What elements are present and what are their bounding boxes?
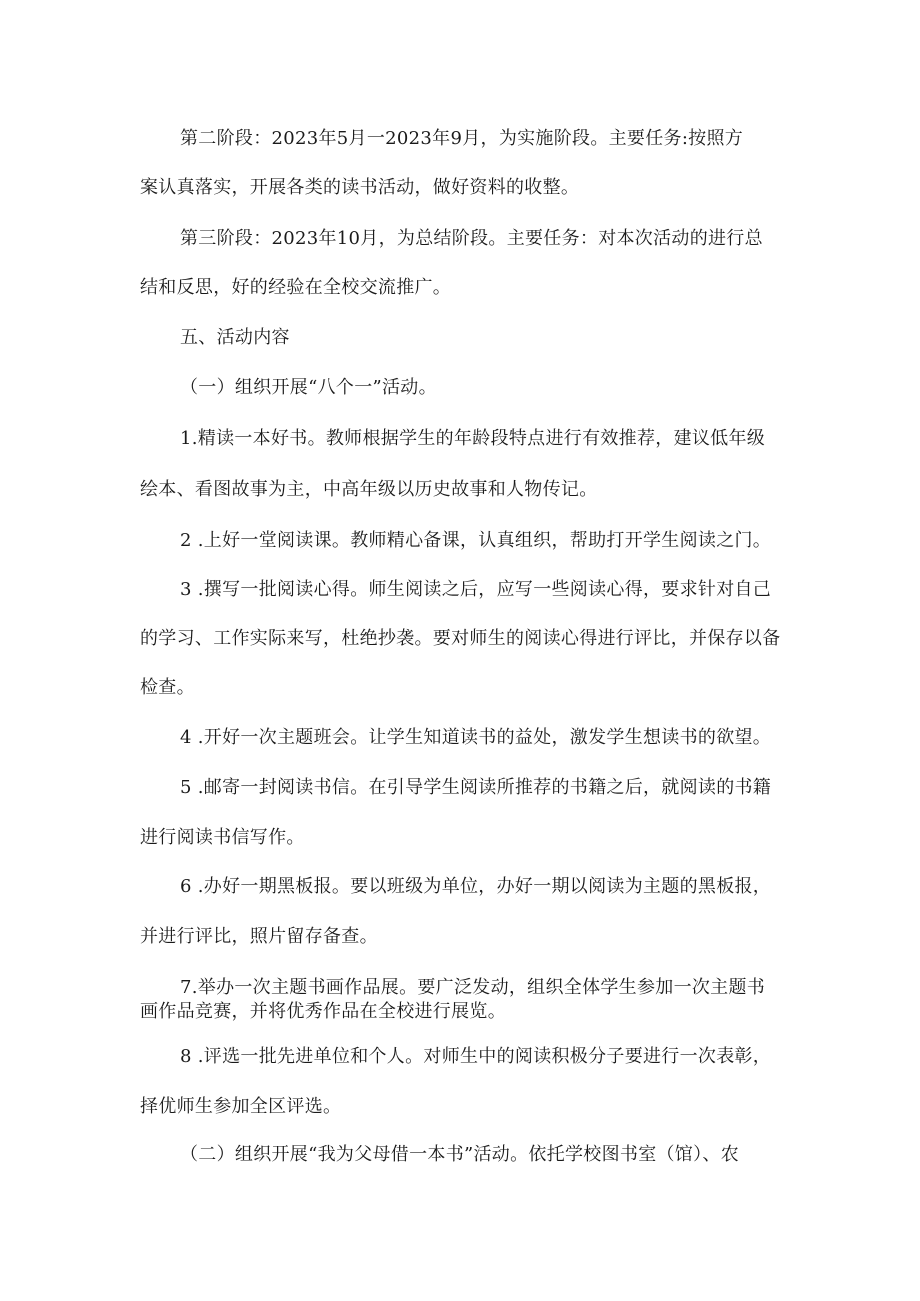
section-heading: 五、活动内容 — [180, 327, 290, 348]
paragraph-line: 绘本、看图故事为主，中高年级以历史故事和人物传记。 — [140, 479, 598, 500]
paragraph-line: 进行阅读书信写作。 — [140, 827, 305, 848]
paragraph-line: 择优师生参加全区评选。 — [140, 1096, 342, 1117]
paragraph-line: 第三阶段：2023年10月，为总结阶段。主要任务：对本次活动的进行总 — [180, 228, 763, 249]
paragraph-line: 画作品竞赛，并将优秀作品在全校进行展览。 — [140, 1001, 506, 1022]
paragraph-line: 2 .上好一堂阅读课。教师精心备课，认真组织，帮助打开学生阅读之门。 — [180, 530, 772, 551]
paragraph-line: 4 .开好一次主题班会。让学生知道读书的益处，激发学生想读书的欲望。 — [180, 727, 772, 748]
paragraph-line: 7.举办一次主题书画作品展。要广泛发动，组织全体学生参加一次主题书 — [180, 977, 766, 998]
paragraph-line: 3 .撰写一批阅读心得。师生阅读之后，应写一些阅读心得，要求针对自己 — [180, 579, 772, 600]
paragraph-line: 1.精读一本好书。教师根据学生的年龄段特点进行有效推荐，建议低年级 — [180, 428, 766, 449]
paragraph-line: 结和反思，好的经验在全校交流推广。 — [140, 277, 452, 298]
paragraph-line: 5 .邮寄一封阅读书信。在引导学生阅读所推荐的书籍之后，就阅读的书籍 — [180, 777, 772, 798]
paragraph-line: 的学习、工作实际来写，杜绝抄袭。要对师生的阅读心得进行评比，并保存以备 — [140, 628, 781, 649]
paragraph-line: 检查。 — [140, 677, 195, 698]
paragraph-line: 6 .办好一期黑板报。要以班级为单位，办好一期以阅读为主题的黑板报， — [180, 876, 772, 897]
paragraph-line: （二）组织开展“我为父母借一本书”活动。依托学校图书室（馆）、农 — [180, 1144, 740, 1165]
subsection-heading: （一）组织开展“八个一”活动。 — [180, 377, 437, 398]
paragraph-line: 8 .评选一批先进单位和个人。对师生中的阅读积极分子要进行一次表彰， — [180, 1046, 772, 1067]
paragraph-line: 案认真落实，开展各类的读书活动，做好资料的收整。 — [140, 177, 580, 198]
paragraph-line: 第二阶段：2023年5月一2023年9月，为实施阶段。主要任务:按照方 — [180, 128, 744, 149]
paragraph-line: 并进行评比，照片留存备查。 — [140, 926, 378, 947]
